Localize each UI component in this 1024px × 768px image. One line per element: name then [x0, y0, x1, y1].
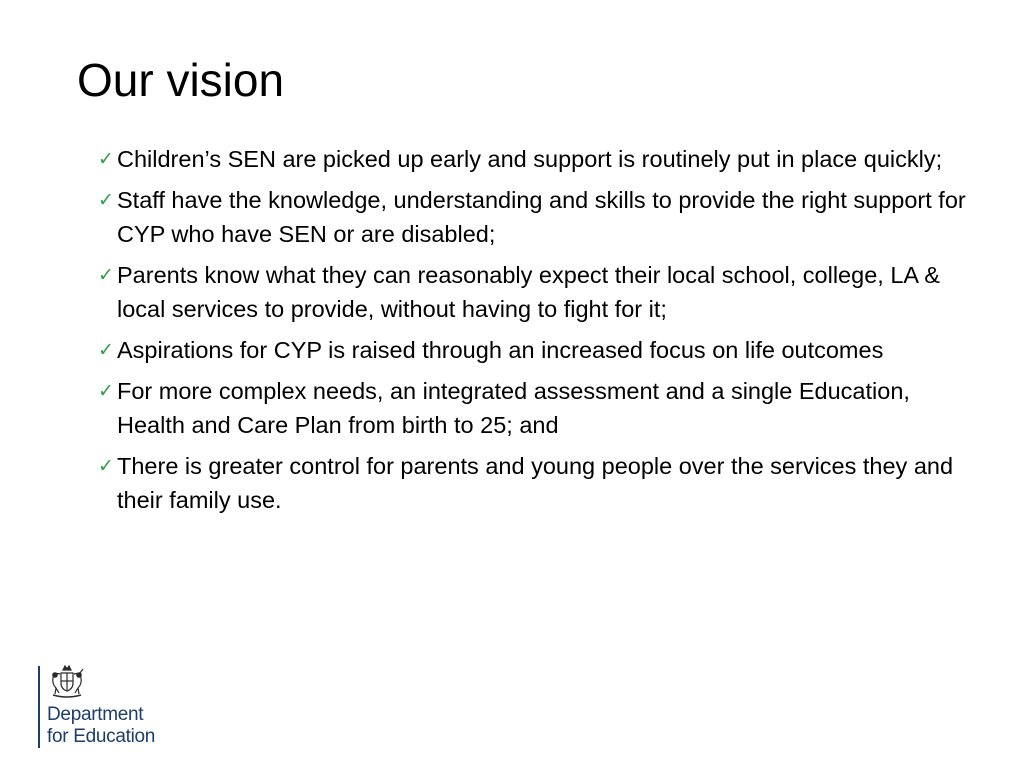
checkmark-icon: ✓	[98, 264, 114, 286]
slide-title: Our vision	[77, 54, 285, 106]
bullet-list	[96, 142, 976, 524]
royal-coat-of-arms-icon	[47, 664, 87, 700]
list-item-text: Children’s SEN are picked up early and support is routinely put in place quickly;	[117, 146, 943, 172]
list-item-text: For more complex needs, an integrated assessment and a single Education, Health and Care Plan from birth to 25; and	[117, 378, 910, 438]
checkmark-icon: ✓	[98, 380, 114, 402]
list-item	[96, 142, 976, 176]
list-item	[96, 183, 976, 251]
department-name-line-2: for Education	[47, 726, 156, 747]
dfe-logo	[38, 664, 198, 748]
department-name	[47, 704, 197, 748]
logo-divider	[38, 666, 40, 748]
list-item-text: Staff have the knowledge, understanding and skills to provide the right support for CYP who have SEN or are disabled;	[117, 187, 966, 247]
department-name-line-1: Department	[47, 704, 144, 725]
checkmark-icon: ✓	[98, 148, 114, 170]
list-item	[96, 333, 976, 367]
list-item	[96, 258, 976, 326]
checkmark-icon: ✓	[98, 339, 114, 361]
list-item	[96, 449, 976, 517]
list-item	[96, 374, 976, 442]
list-item-text: Parents know what they can reasonably expect their local school, college, LA & local services to provide, without having to fight for it;	[117, 262, 940, 322]
list-item-text: There is greater control for parents and young people over the services they and their family use.	[117, 453, 954, 513]
checkmark-icon: ✓	[98, 455, 114, 477]
list-item-text: Aspirations for CYP is raised through an increased focus on life outcomes	[117, 337, 884, 363]
checkmark-icon: ✓	[98, 189, 114, 211]
